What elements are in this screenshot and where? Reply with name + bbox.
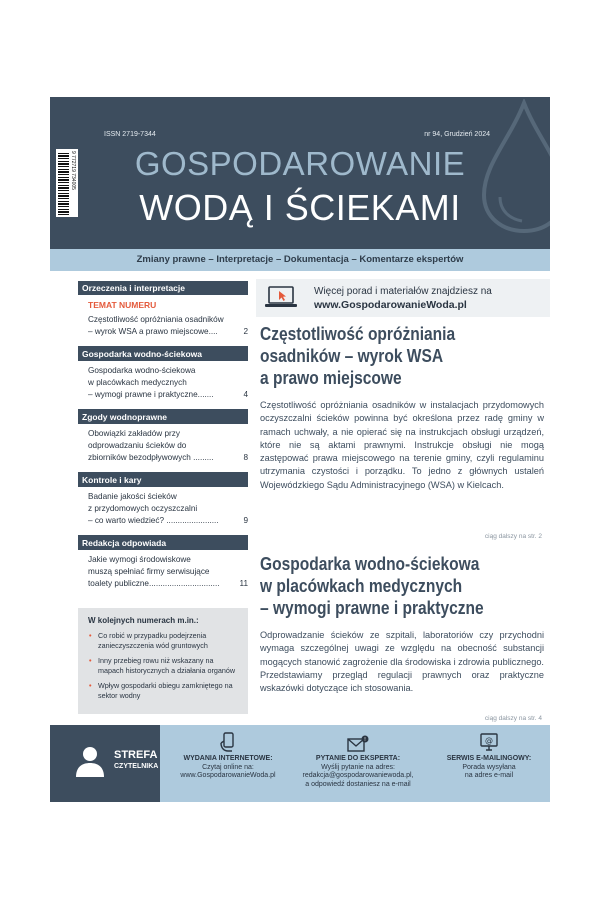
- article-secondary: [260, 553, 544, 695]
- online-editions-heading: WYDANIA INTERNETOWE:: [183, 755, 273, 762]
- next-issue-item: • Wpływ gospodarki obiegu zamkniętego na sektor wodny: [88, 681, 240, 701]
- toc-entry-line: muszą spełniać firmy serwisujące: [88, 567, 210, 576]
- monitor-at-icon: [478, 731, 500, 753]
- reader-zone-subtitle: CZYTELNIKA: [114, 763, 159, 770]
- article-summary: Odprowadzanie ścieków ze szpitali, laboratoriów czy przychodni wymaga szczególnej uwagi ze względu na obecność substancji mogących stanowić zagrożenie dla środowiska i zdrowia publicznego. Przedstawiamy przegląd regulacji prawnych oraz praktyczne wskazówki dotyczące ich stosowania.: [260, 630, 544, 694]
- ask-expert-heading: PYTANIE DO EKSPERTA:: [315, 755, 401, 762]
- next-issues-box: [78, 608, 248, 714]
- toc-entry-line: w placówkach medycznych: [88, 378, 187, 387]
- svg-text:@: @: [485, 736, 493, 745]
- toc-category: Redakcja odpowiada: [78, 536, 248, 550]
- barcode-digits: 9 772719 734005: [70, 151, 76, 190]
- toc-page-number: 9: [243, 516, 248, 525]
- table-of-contents: [78, 281, 248, 714]
- toc-entry[interactable]: [78, 550, 248, 598]
- toc-page-number: 11: [239, 579, 248, 588]
- toc-category: Kontrole i kary: [78, 473, 248, 487]
- email-service-heading: SERWIS E-MAILINGOWY:: [446, 755, 532, 762]
- reader-zone-badge: [50, 725, 160, 802]
- toc-category: Zgody wodnoprawne: [78, 410, 248, 424]
- toc-entry-line: Obowiązki zakładów przy: [88, 429, 180, 438]
- masthead: [50, 97, 550, 249]
- ask-expert[interactable]: ! PYTANIE DO EKSPERTA: Wyślij pytanie na adres: redakcja@gospodarowaniewoda.pl, a odpowiedź dostaniesz na e-mail: [288, 735, 428, 789]
- toc-category: Orzeczenia i interpretacje: [78, 281, 248, 295]
- reader-zone-title: STREFA: [114, 749, 158, 761]
- toc-entry-line: Częstotliwość opróżniania osadników: [88, 315, 224, 324]
- tagline: Zmiany prawne – Interpretacje – Dokumentacja – Komentarze ekspertów: [50, 249, 550, 271]
- email-service[interactable]: @ SERWIS E-MAILINGOWY: Porada wysyłana na adres e-mail: [434, 731, 544, 781]
- toc-entry[interactable]: [78, 487, 248, 536]
- next-issue-item: • Co robić w przypadku podejrzenia zanieczyszczenia wód gruntowych: [88, 631, 240, 651]
- website-promo[interactable]: [256, 279, 550, 317]
- next-issues-heading: W kolejnych numerach m.in.:: [88, 616, 199, 625]
- article-headline[interactable]: Gospodarka wodno-ściekowa w placówkach medycznych – wymogi prawne i praktyczne: [260, 553, 484, 618]
- person-icon: [72, 743, 108, 779]
- toc-entry-line: odprowadzaniu ścieków do: [88, 441, 187, 450]
- toc-page-number: 4: [243, 390, 248, 399]
- next-issue-item: • Inny przebieg rowu niż wskazany na mapach historycznych a działania organów: [88, 656, 240, 676]
- promo-text: Więcej porad i materiałów znajdziesz na: [314, 286, 492, 297]
- toc-page-number: 8: [243, 453, 248, 462]
- toc-entry-last-line: zbiorników bezodpływowych ......... 8: [88, 453, 248, 462]
- toc-entry-line: z przydomowych oczyszczalni: [88, 504, 198, 513]
- toc-entry[interactable]: [78, 361, 248, 410]
- title-line-2: WODĄ I ŚCIEKAMI: [139, 187, 461, 228]
- toc-entry[interactable]: [78, 295, 248, 347]
- title-line-1: GOSPODAROWANIE: [134, 145, 466, 182]
- toc-entry-line: Gospodarka wodno-ściekowa: [88, 366, 196, 375]
- issn-number: ISSN 2719-7344: [104, 131, 156, 138]
- toc-entry-last-line: – wyrok WSA a prawo miejscowe.... 2: [88, 327, 248, 336]
- article-headline[interactable]: Częstotliwość opróżniania osadników – wyrok WSA a prawo miejscowe: [260, 323, 456, 388]
- promo-website-link[interactable]: www.GospodarowanieWoda.pl: [314, 299, 467, 311]
- toc-entry-last-line: – co warto wiedzieć? ....................... 9: [88, 516, 248, 525]
- envelope-icon: [346, 735, 370, 753]
- reader-zone-footer: [50, 725, 550, 802]
- article-summary: Częstotliwość opróżniania osadników w instalacjach przydomowych oczyszczalni ścieków powinna być określona przez radę gminy w ramach uchwały, a nie opierać się na instrukcjach obsługi urządzeń, które nie są aktami prawnymi. Instrukcje obsługi nie mogą zastępować prawa miejscowego na terenie gminy, czyli regulaminu utrzymania czystości i porządku. To jedno z głównych ustaleń Wojewódzkiego Sądu Administracyjnego (WSA) w Kielcach.: [260, 400, 544, 490]
- toc-page-number: 2: [243, 327, 248, 336]
- online-editions-link[interactable]: www.GospodarowanieWoda.pl: [180, 772, 276, 779]
- toc-entry-last-line: toalety publiczne............................... 11: [88, 579, 248, 588]
- online-editions[interactable]: WYDANIA INTERNETOWE: Czytaj online na: www.GospodarowanieWoda.pl: [170, 731, 286, 781]
- toc-entry[interactable]: [78, 424, 248, 473]
- laptop-cursor-icon: [264, 285, 298, 311]
- newsletter-cover: [50, 97, 550, 802]
- toc-entry-line: Jakie wymogi środowiskowe: [88, 555, 191, 564]
- continued-note: ciąg dalszy na str. 4: [484, 715, 542, 722]
- toc-entry-last-line: – wymogi prawne i praktyczne....... 4: [88, 390, 248, 399]
- ask-expert-email[interactable]: redakcja@gospodarowaniewoda.pl,: [302, 772, 414, 779]
- phone-hand-icon: [217, 731, 239, 753]
- toc-category: Gospodarka wodno-ściekowa: [78, 347, 248, 361]
- toc-entry-line: Badanie jakości ścieków: [88, 492, 177, 501]
- continued-note: ciąg dalszy na str. 2: [484, 533, 542, 540]
- issue-number: nr 94, Grudzień 2024: [424, 131, 490, 138]
- svg-text:!: !: [363, 737, 367, 743]
- featured-topic-label: TEMAT NUMERU: [88, 300, 157, 310]
- article-lead: [260, 323, 544, 492]
